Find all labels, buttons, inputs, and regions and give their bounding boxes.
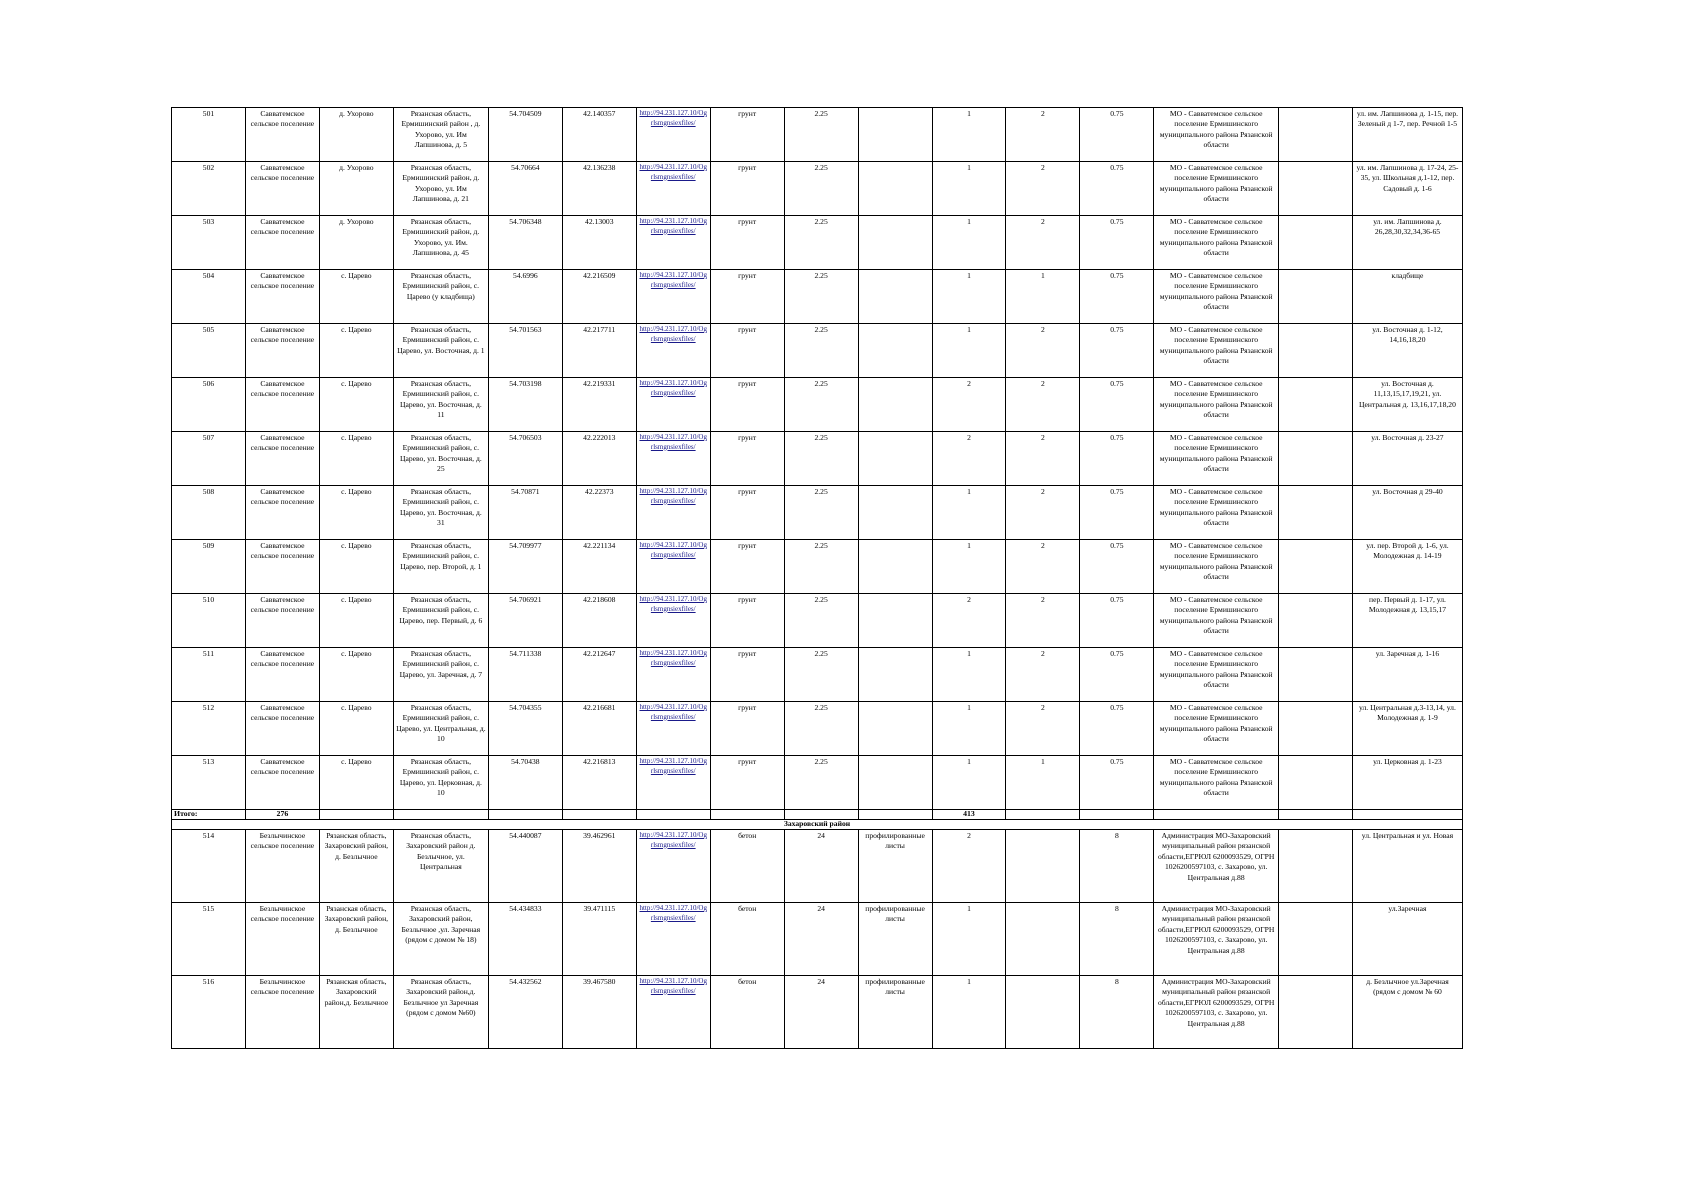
total-empty-cell bbox=[784, 810, 858, 820]
cell-lat: 54.703198 bbox=[488, 378, 562, 432]
cell-lon: 39.462961 bbox=[562, 830, 636, 903]
cell-sources: д. Безлычное ул.Заречная (рядом с домом № 60 bbox=[1352, 976, 1462, 1049]
cell-owner: МО - Савватемское сельское поселение Ермишинского муниципального района Рязанской области bbox=[1154, 324, 1279, 378]
table-row bbox=[172, 378, 1463, 432]
cell-owner: МО - Савватемское сельское поселение Ермишинского муниципального района Рязанской области bbox=[1154, 594, 1279, 648]
cell-fence bbox=[858, 756, 932, 810]
cell-sources: ул. Восточная д. 11,13,15,17,19,21, ул. Центральная д. 13,16,17,18,20 bbox=[1352, 378, 1462, 432]
cell-owner: МО - Савватемское сельское поселение Ермишинского муниципального района Рязанской области bbox=[1154, 540, 1279, 594]
cell-surface: грунт bbox=[710, 432, 784, 486]
total-empty-cell bbox=[710, 810, 784, 820]
cell-surface: грунт bbox=[710, 378, 784, 432]
total-empty-cell bbox=[1352, 810, 1462, 820]
cell-surface: грунт bbox=[710, 702, 784, 756]
cell-surface: грунт bbox=[710, 216, 784, 270]
total-empty-cell bbox=[858, 810, 932, 820]
cell-locality: с. Царево bbox=[319, 324, 393, 378]
cell-surface: бетон bbox=[710, 830, 784, 903]
cell-link[interactable]: http://94.231.127.10/Ogrlsmgnsiexfiles/ bbox=[636, 162, 710, 216]
cell-sources: ул. им. Лапшинова д. 26,28,30,32,34,36-65 bbox=[1352, 216, 1462, 270]
cell-volume: 0.75 bbox=[1080, 162, 1154, 216]
cell-link[interactable]: http://94.231.127.10/Ogrlsmgnsiexfiles/ bbox=[636, 432, 710, 486]
cell-owner: МО - Савватемское сельское поселение Ермишинского муниципального района Рязанской области bbox=[1154, 270, 1279, 324]
cell-existing: 2 bbox=[932, 594, 1006, 648]
cell-link[interactable]: http://94.231.127.10/Ogrlsmgnsiexfiles/ bbox=[636, 216, 710, 270]
total-empty-cell bbox=[1006, 810, 1080, 820]
cell-fence bbox=[858, 540, 932, 594]
cell-extra bbox=[1278, 378, 1352, 432]
cell-link[interactable]: http://94.231.127.10/Ogrlsmgnsiexfiles/ bbox=[636, 648, 710, 702]
table-row bbox=[172, 432, 1463, 486]
total-empty-cell bbox=[1278, 810, 1352, 820]
cell-area: 2.25 bbox=[784, 486, 858, 540]
table-body bbox=[172, 108, 1463, 1049]
cell-extra bbox=[1278, 702, 1352, 756]
cell-n: 503 bbox=[172, 216, 246, 270]
cell-n: 510 bbox=[172, 594, 246, 648]
cell-locality: Рязанская область, Захаровский район, д. Безлычное bbox=[319, 830, 393, 903]
table-row bbox=[172, 486, 1463, 540]
cell-area: 2.25 bbox=[784, 756, 858, 810]
total-empty-cell bbox=[393, 810, 488, 820]
cell-address: Рязанская область, Ермишинский район, с. Царево, ул. Церковная, д. 10 bbox=[393, 756, 488, 810]
cell-n: 502 bbox=[172, 162, 246, 216]
cell-extra bbox=[1278, 324, 1352, 378]
cell-volume: 0.75 bbox=[1080, 594, 1154, 648]
cell-extra bbox=[1278, 216, 1352, 270]
cell-planned: 2 bbox=[1006, 216, 1080, 270]
cell-volume: 0.75 bbox=[1080, 540, 1154, 594]
cell-area: 2.25 bbox=[784, 540, 858, 594]
cell-fence bbox=[858, 324, 932, 378]
cell-lat: 54.432562 bbox=[488, 976, 562, 1049]
cell-lat: 54.711338 bbox=[488, 648, 562, 702]
cell-n: 514 bbox=[172, 830, 246, 903]
cell-link[interactable]: http://94.231.127.10/Ogrlsmgnsiexfiles/ bbox=[636, 830, 710, 903]
cell-address: Рязанская область, Захаровский район, Безлычное ,ул. Заречная (рядом с домом № 18) bbox=[393, 903, 488, 976]
cell-lon: 42.222013 bbox=[562, 432, 636, 486]
cell-lon: 42.216509 bbox=[562, 270, 636, 324]
cell-lat: 54.706503 bbox=[488, 432, 562, 486]
cell-lat: 54.709977 bbox=[488, 540, 562, 594]
cell-extra bbox=[1278, 594, 1352, 648]
cell-area: 2.25 bbox=[784, 702, 858, 756]
cell-owner: МО - Савватемское сельское поселение Ермишинского муниципального района Рязанской области bbox=[1154, 162, 1279, 216]
cell-sources: ул. Восточная д. 1-12, 14,16,18,20 bbox=[1352, 324, 1462, 378]
cell-volume: 0.75 bbox=[1080, 702, 1154, 756]
cell-locality: с. Царево bbox=[319, 648, 393, 702]
total-empty-cell bbox=[636, 810, 710, 820]
table-row bbox=[172, 540, 1463, 594]
cell-planned: 1 bbox=[1006, 756, 1080, 810]
cell-lon: 42.13003 bbox=[562, 216, 636, 270]
cell-volume: 0.75 bbox=[1080, 756, 1154, 810]
cell-n: 508 bbox=[172, 486, 246, 540]
cell-surface: бетон bbox=[710, 903, 784, 976]
cell-address: Рязанская область, Ермишинский район, с. Царево, ул. Центральная, д. 10 bbox=[393, 702, 488, 756]
cell-locality: Рязанская область, Захаровский район, д. Безлычное bbox=[319, 903, 393, 976]
cell-settlement: Савватемское сельское поселение bbox=[245, 702, 319, 756]
cell-lon: 42.216681 bbox=[562, 702, 636, 756]
cell-planned: 2 bbox=[1006, 108, 1080, 162]
cell-owner: МО - Савватемское сельское поселение Ермишинского муниципального района Рязанской области bbox=[1154, 648, 1279, 702]
cell-area: 24 bbox=[784, 903, 858, 976]
container-sites-table bbox=[171, 107, 1463, 1049]
registry-sheet bbox=[171, 107, 1463, 1049]
cell-address: Рязанская область, Ермишинский район, с. Царево, ул. Восточная, д. 11 bbox=[393, 378, 488, 432]
cell-owner: МО - Савватемское сельское поселение Ермишинского муниципального района Рязанской области bbox=[1154, 378, 1279, 432]
cell-area: 24 bbox=[784, 830, 858, 903]
cell-extra bbox=[1278, 432, 1352, 486]
cell-settlement: Савватемское сельское поселение bbox=[245, 216, 319, 270]
cell-locality: с. Царево bbox=[319, 432, 393, 486]
cell-locality: с. Царево bbox=[319, 702, 393, 756]
cell-volume: 0.75 bbox=[1080, 378, 1154, 432]
cell-link[interactable]: http://94.231.127.10/Ogrlsmgnsiexfiles/ bbox=[636, 324, 710, 378]
cell-planned: 1 bbox=[1006, 270, 1080, 324]
cell-extra bbox=[1278, 903, 1352, 976]
cell-lat: 54.70438 bbox=[488, 756, 562, 810]
cell-lat: 54.704355 bbox=[488, 702, 562, 756]
cell-settlement: Савватемское сельское поселение bbox=[245, 108, 319, 162]
cell-area: 2.25 bbox=[784, 324, 858, 378]
cell-area: 24 bbox=[784, 976, 858, 1049]
cell-owner: Администрация МО-Захаровский муниципальный район рязанской области,ЕГРЮЛ 6200093529, ОГРН 1026200597103, с. Захарово, ул. Центральная д.88 bbox=[1154, 903, 1279, 976]
cell-volume: 8 bbox=[1080, 830, 1154, 903]
cell-link[interactable]: http://94.231.127.10/Ogrlsmgnsiexfiles/ bbox=[636, 540, 710, 594]
cell-planned bbox=[1006, 903, 1080, 976]
cell-fence: профилированные листы bbox=[858, 976, 932, 1049]
cell-lon: 42.22373 bbox=[562, 486, 636, 540]
cell-planned: 2 bbox=[1006, 486, 1080, 540]
cell-n: 505 bbox=[172, 324, 246, 378]
cell-surface: бетон bbox=[710, 976, 784, 1049]
cell-lat: 54.706921 bbox=[488, 594, 562, 648]
cell-settlement: Безлычинское сельское поселение bbox=[245, 903, 319, 976]
cell-fence bbox=[858, 594, 932, 648]
table-row bbox=[172, 756, 1463, 810]
table-row bbox=[172, 324, 1463, 378]
cell-lon: 42.216813 bbox=[562, 756, 636, 810]
cell-fence bbox=[858, 162, 932, 216]
cell-extra bbox=[1278, 270, 1352, 324]
cell-lat: 54.440087 bbox=[488, 830, 562, 903]
cell-existing: 1 bbox=[932, 216, 1006, 270]
cell-owner: МО - Савватемское сельское поселение Ермишинского муниципального района Рязанской области bbox=[1154, 432, 1279, 486]
cell-sources: ул. им. Лапшинова д. 1-15, пер. Зеленый д 1-7, пер. Речной 1-5 bbox=[1352, 108, 1462, 162]
cell-planned bbox=[1006, 976, 1080, 1049]
cell-area: 2.25 bbox=[784, 108, 858, 162]
cell-volume: 0.75 bbox=[1080, 108, 1154, 162]
cell-n: 506 bbox=[172, 378, 246, 432]
cell-address: Рязанская область, Ермишинский район, с. Царево (у кладбища) bbox=[393, 270, 488, 324]
cell-planned: 2 bbox=[1006, 324, 1080, 378]
cell-volume: 0.75 bbox=[1080, 486, 1154, 540]
cell-planned: 2 bbox=[1006, 162, 1080, 216]
table-row bbox=[172, 270, 1463, 324]
cell-planned: 2 bbox=[1006, 702, 1080, 756]
total-count: 276 bbox=[245, 810, 319, 820]
cell-extra bbox=[1278, 162, 1352, 216]
cell-n: 509 bbox=[172, 540, 246, 594]
cell-address: Рязанская область, Захаровский район,д. Безлычное ул Заречная (рядом с домом №60) bbox=[393, 976, 488, 1049]
cell-settlement: Савватемское сельское поселение bbox=[245, 648, 319, 702]
cell-lon: 42.136238 bbox=[562, 162, 636, 216]
cell-fence: профилированные листы bbox=[858, 903, 932, 976]
cell-address: Рязанская область, Ермишинский район, д. Ухорово, ул. Им. Лапшинова, д. 45 bbox=[393, 216, 488, 270]
cell-area: 2.25 bbox=[784, 378, 858, 432]
cell-existing: 1 bbox=[932, 903, 1006, 976]
cell-lon: 42.217711 bbox=[562, 324, 636, 378]
cell-settlement: Савватемское сельское поселение bbox=[245, 378, 319, 432]
cell-sources: ул. Церковная д. 1-23 bbox=[1352, 756, 1462, 810]
cell-volume: 0.75 bbox=[1080, 270, 1154, 324]
cell-existing: 1 bbox=[932, 324, 1006, 378]
cell-n: 513 bbox=[172, 756, 246, 810]
cell-address: Рязанская область, Ермишинский район, с. Царево, ул. Заречная, д. 7 bbox=[393, 648, 488, 702]
cell-sources: ул. им. Лапшинова д. 17-24, 25-35, ул. Школьная д.1-12, пер. Садовый д. 1-6 bbox=[1352, 162, 1462, 216]
cell-existing: 2 bbox=[932, 378, 1006, 432]
cell-link[interactable]: http://94.231.127.10/Ogrlsmgnsiexfiles/ bbox=[636, 702, 710, 756]
cell-link[interactable]: http://94.231.127.10/Ogrlsmgnsiexfiles/ bbox=[636, 378, 710, 432]
cell-fence bbox=[858, 270, 932, 324]
total-empty-cell bbox=[1154, 810, 1279, 820]
cell-n: 501 bbox=[172, 108, 246, 162]
cell-planned: 2 bbox=[1006, 594, 1080, 648]
cell-fence bbox=[858, 432, 932, 486]
table-row bbox=[172, 830, 1463, 903]
cell-locality: с. Царево bbox=[319, 270, 393, 324]
cell-area: 2.25 bbox=[784, 162, 858, 216]
cell-surface: грунт bbox=[710, 162, 784, 216]
cell-lon: 42.218608 bbox=[562, 594, 636, 648]
cell-settlement: Савватемское сельское поселение bbox=[245, 486, 319, 540]
cell-owner: МО - Савватемское сельское поселение Ермишинского муниципального района Рязанской области bbox=[1154, 486, 1279, 540]
cell-volume: 8 bbox=[1080, 976, 1154, 1049]
cell-owner: МО - Савватемское сельское поселение Ермишинского муниципального района Рязанской области bbox=[1154, 756, 1279, 810]
cell-lat: 54.701563 bbox=[488, 324, 562, 378]
cell-settlement: Савватемское сельское поселение bbox=[245, 540, 319, 594]
cell-sources: пер. Первый д. 1-17, ул. Молодежная д. 13,15,17 bbox=[1352, 594, 1462, 648]
cell-settlement: Савватемское сельское поселение bbox=[245, 162, 319, 216]
table-row bbox=[172, 976, 1463, 1049]
cell-sources: ул. пер. Второй д. 1-6, ул. Молодежная д. 14-19 bbox=[1352, 540, 1462, 594]
cell-address: Рязанская область, Ермишинский район, с. Царево, ул. Восточная, д. 25 bbox=[393, 432, 488, 486]
cell-n: 515 bbox=[172, 903, 246, 976]
table-row bbox=[172, 903, 1463, 976]
cell-lon: 42.140357 bbox=[562, 108, 636, 162]
cell-fence: профилированные листы bbox=[858, 830, 932, 903]
cell-sources: ул. Центральная и ул. Новая bbox=[1352, 830, 1462, 903]
cell-fence bbox=[858, 702, 932, 756]
cell-fence bbox=[858, 216, 932, 270]
cell-existing: 1 bbox=[932, 702, 1006, 756]
cell-sources: ул.Заречная bbox=[1352, 903, 1462, 976]
cell-settlement: Савватемское сельское поселение bbox=[245, 324, 319, 378]
cell-surface: грунт bbox=[710, 486, 784, 540]
table-row bbox=[172, 594, 1463, 648]
cell-locality: с. Царево bbox=[319, 378, 393, 432]
table-row bbox=[172, 702, 1463, 756]
cell-owner: Администрация МО-Захаровский муниципальный район рязанской области,ЕГРЮЛ 6200093529, ОГРН 1026200597103, с. Захарово, ул. Центральная д.88 bbox=[1154, 976, 1279, 1049]
cell-lat: 54.6996 bbox=[488, 270, 562, 324]
cell-address: Рязанская область, Ермишинский район, с. Царево, пер. Первый, д. 6 bbox=[393, 594, 488, 648]
cell-owner: МО - Савватемское сельское поселение Ермишинского муниципального района Рязанской области bbox=[1154, 702, 1279, 756]
cell-n: 512 bbox=[172, 702, 246, 756]
cell-lon: 39.467580 bbox=[562, 976, 636, 1049]
cell-existing: 1 bbox=[932, 540, 1006, 594]
cell-lon: 39.471115 bbox=[562, 903, 636, 976]
cell-existing: 1 bbox=[932, 486, 1006, 540]
cell-n: 504 bbox=[172, 270, 246, 324]
cell-address: Рязанская область, Ермишинский район, с. Царево, ул. Восточная, д. 1 bbox=[393, 324, 488, 378]
cell-extra bbox=[1278, 756, 1352, 810]
cell-existing: 1 bbox=[932, 162, 1006, 216]
cell-lon: 42.221134 bbox=[562, 540, 636, 594]
cell-area: 2.25 bbox=[784, 216, 858, 270]
cell-existing: 2 bbox=[932, 830, 1006, 903]
cell-surface: грунт bbox=[710, 648, 784, 702]
cell-settlement: Савватемское сельское поселение bbox=[245, 270, 319, 324]
cell-volume: 0.75 bbox=[1080, 432, 1154, 486]
cell-sources: ул. Центральная д.3-13,14, ул. Молодежная д. 1-9 bbox=[1352, 702, 1462, 756]
cell-settlement: Савватемское сельское поселение bbox=[245, 756, 319, 810]
cell-locality: с. Царево bbox=[319, 756, 393, 810]
cell-locality: д. Ухорово bbox=[319, 162, 393, 216]
cell-area: 2.25 bbox=[784, 648, 858, 702]
cell-lon: 42.212647 bbox=[562, 648, 636, 702]
cell-locality: д. Ухорово bbox=[319, 216, 393, 270]
cell-sources: ул. Заречная д. 1-16 bbox=[1352, 648, 1462, 702]
cell-existing: 1 bbox=[932, 756, 1006, 810]
cell-settlement: Савватемское сельское поселение bbox=[245, 432, 319, 486]
district-row bbox=[172, 820, 1463, 830]
cell-sources: ул. Восточная д 29-40 bbox=[1352, 486, 1462, 540]
cell-extra bbox=[1278, 540, 1352, 594]
total-empty-cell bbox=[319, 810, 393, 820]
cell-area: 2.25 bbox=[784, 432, 858, 486]
cell-extra bbox=[1278, 976, 1352, 1049]
cell-link[interactable]: http://94.231.127.10/Ogrlsmgnsiexfiles/ bbox=[636, 756, 710, 810]
cell-area: 2.25 bbox=[784, 594, 858, 648]
cell-existing: 1 bbox=[932, 648, 1006, 702]
cell-n: 507 bbox=[172, 432, 246, 486]
total-empty-cell bbox=[488, 810, 562, 820]
cell-planned: 2 bbox=[1006, 378, 1080, 432]
cell-extra bbox=[1278, 108, 1352, 162]
cell-owner: МО - Савватемское сельское поселение Ермишинского муниципального района Рязанской области bbox=[1154, 108, 1279, 162]
cell-volume: 0.75 bbox=[1080, 324, 1154, 378]
cell-n: 516 bbox=[172, 976, 246, 1049]
total-label: Итого: bbox=[172, 810, 246, 820]
cell-existing: 1 bbox=[932, 976, 1006, 1049]
cell-link[interactable]: http://94.231.127.10/Ogrlsmgnsiexfiles/ bbox=[636, 594, 710, 648]
cell-address: Рязанская область, Захаровский район д. Безлычное, ул. Центральная bbox=[393, 830, 488, 903]
cell-locality: д. Ухорово bbox=[319, 108, 393, 162]
cell-planned: 2 bbox=[1006, 648, 1080, 702]
total-empty-cell bbox=[1080, 810, 1154, 820]
cell-owner: Администрация МО-Захаровский муниципальный район рязанской области,ЕГРЮЛ 6200093529, ОГРН 1026200597103, с. Захарово, ул. Центральная д.88 bbox=[1154, 830, 1279, 903]
cell-settlement: Безлычинское сельское поселение bbox=[245, 976, 319, 1049]
cell-link[interactable]: http://94.231.127.10/Ogrlsmgnsiexfiles/ bbox=[636, 903, 710, 976]
total-row bbox=[172, 810, 1463, 820]
cell-existing: 1 bbox=[932, 108, 1006, 162]
cell-n: 511 bbox=[172, 648, 246, 702]
table-row bbox=[172, 162, 1463, 216]
cell-link[interactable]: http://94.231.127.10/Ogrlsmgnsiexfiles/ bbox=[636, 486, 710, 540]
cell-surface: грунт bbox=[710, 324, 784, 378]
cell-settlement: Савватемское сельское поселение bbox=[245, 594, 319, 648]
cell-volume: 0.75 bbox=[1080, 216, 1154, 270]
cell-owner: МО - Савватемское сельское поселение Ермишинского муниципального района Рязанской области bbox=[1154, 216, 1279, 270]
cell-address: Рязанская область, Ермишинский район , д. Ухорово, ул. Им Лапшинова, д. 5 bbox=[393, 108, 488, 162]
cell-locality: с. Царево bbox=[319, 486, 393, 540]
cell-address: Рязанская область, Ермишинский район, д. Ухорово, ул. Им Лапшинова, д. 21 bbox=[393, 162, 488, 216]
cell-planned bbox=[1006, 830, 1080, 903]
cell-locality: Рязанская область, Захаровский район,д. Безлычное bbox=[319, 976, 393, 1049]
cell-link[interactable]: http://94.231.127.10/Ogrlsmgnsiexfiles/ bbox=[636, 976, 710, 1049]
table-row bbox=[172, 108, 1463, 162]
cell-sources: ул. Восточная д. 23-27 bbox=[1352, 432, 1462, 486]
cell-link[interactable]: http://94.231.127.10/Ogrlsmgnsiexfiles/ bbox=[636, 108, 710, 162]
cell-sources: кладбище bbox=[1352, 270, 1462, 324]
cell-fence bbox=[858, 378, 932, 432]
cell-existing: 1 bbox=[932, 270, 1006, 324]
cell-area: 2.25 bbox=[784, 270, 858, 324]
cell-lat: 54.704509 bbox=[488, 108, 562, 162]
cell-planned: 2 bbox=[1006, 432, 1080, 486]
cell-locality: с. Царево bbox=[319, 540, 393, 594]
cell-extra bbox=[1278, 830, 1352, 903]
cell-volume: 0.75 bbox=[1080, 648, 1154, 702]
cell-extra bbox=[1278, 648, 1352, 702]
cell-surface: грунт bbox=[710, 540, 784, 594]
cell-settlement: Безлычинское сельское поселение bbox=[245, 830, 319, 903]
cell-volume: 8 bbox=[1080, 903, 1154, 976]
cell-locality: с. Царево bbox=[319, 594, 393, 648]
cell-planned: 2 bbox=[1006, 540, 1080, 594]
cell-surface: грунт bbox=[710, 756, 784, 810]
cell-link[interactable]: http://94.231.127.10/Ogrlsmgnsiexfiles/ bbox=[636, 270, 710, 324]
cell-surface: грунт bbox=[710, 270, 784, 324]
district-title: Захаровский район bbox=[172, 820, 1463, 830]
cell-address: Рязанская область, Ермишинский район, с. Царево, пер. Второй, д. 1 bbox=[393, 540, 488, 594]
cell-extra bbox=[1278, 486, 1352, 540]
cell-fence bbox=[858, 108, 932, 162]
cell-address: Рязанская область, Ермишинский район, с. Царево, ул. Восточная, д. 31 bbox=[393, 486, 488, 540]
cell-lat: 54.70871 bbox=[488, 486, 562, 540]
cell-lat: 54.70664 bbox=[488, 162, 562, 216]
table-row bbox=[172, 648, 1463, 702]
cell-lat: 54.434833 bbox=[488, 903, 562, 976]
cell-surface: грунт bbox=[710, 108, 784, 162]
cell-existing: 2 bbox=[932, 432, 1006, 486]
total-empty-cell bbox=[562, 810, 636, 820]
cell-lon: 42.219331 bbox=[562, 378, 636, 432]
table-row bbox=[172, 216, 1463, 270]
cell-surface: грунт bbox=[710, 594, 784, 648]
cell-fence bbox=[858, 648, 932, 702]
cell-lat: 54.706348 bbox=[488, 216, 562, 270]
total-containers: 413 bbox=[932, 810, 1006, 820]
cell-fence bbox=[858, 486, 932, 540]
